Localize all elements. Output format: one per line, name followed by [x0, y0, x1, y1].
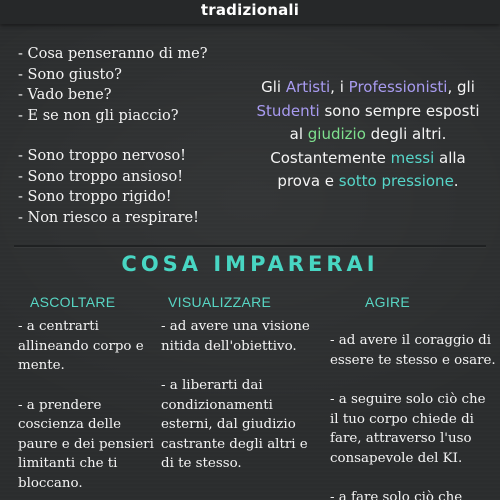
highlight-studenti: Studenti — [256, 101, 320, 120]
doubt-item: - Sono giusto? — [18, 66, 122, 83]
intro-line — [236, 147, 500, 171]
intro-line — [236, 123, 500, 147]
column-line: paure e dei pensieri — [18, 436, 154, 452]
section-title: COSA IMPARERAI — [121, 252, 379, 276]
intro-paragraph — [236, 76, 500, 194]
column-line: - a liberarti dai — [161, 378, 263, 393]
anxiety-item: - Sono troppo rigido! — [18, 189, 172, 205]
intro-text: al — [289, 125, 308, 143]
doubt-item: - E se non gli piaccio? — [18, 107, 179, 124]
column-line: di te stesso. — [161, 456, 242, 471]
column-line: essere te stesso e osare. — [330, 352, 496, 368]
column-line: allineando corpo e — [18, 338, 144, 354]
intro-line — [236, 76, 500, 100]
column-visualizzare — [161, 317, 326, 474]
column-line: nitida dell'obiettivo. — [161, 338, 297, 354]
anxiety-item: - Sono troppo nervoso! — [18, 148, 187, 164]
intro-line — [236, 170, 500, 194]
column-line: castrante degli altri e — [161, 436, 308, 452]
column-line: fare, attraverso l'uso — [330, 431, 472, 446]
highlight-artisti: Artisti — [285, 78, 331, 96]
column-spacer — [330, 370, 498, 390]
intro-text: sono sempre esposti — [319, 101, 480, 120]
highlight-giudizio: giudizio — [307, 125, 366, 143]
banner-title: tradizionali — [200, 1, 300, 19]
column-heading-ascoltare: ASCOLTARE — [30, 294, 116, 310]
column-line: - ad avere una visione — [161, 319, 310, 334]
intro-text: prova e — [277, 172, 339, 190]
column-line: bloccano. — [18, 475, 83, 491]
column-line: mente. — [18, 358, 65, 373]
intro-text: , gli — [447, 78, 475, 96]
column-line: limitanti che ti — [18, 456, 118, 471]
intro-line — [236, 100, 500, 124]
doubt-item: - Cosa penseranno di me? — [18, 46, 208, 62]
column-spacer — [161, 356, 326, 376]
anxiety-item: - Non riesco a respirare! — [18, 209, 199, 226]
anxiety-item: - Sono troppo ansioso! — [18, 168, 184, 185]
column-line: consapevole del KI. — [330, 450, 463, 466]
column-agire — [330, 331, 498, 500]
intro-text: alla — [434, 148, 466, 167]
doubts-list — [18, 44, 228, 228]
column-spacer — [330, 468, 498, 488]
intro-text: Costantemente — [270, 148, 391, 167]
column-line: coscienza delle — [18, 417, 122, 432]
intro-text: , i — [330, 78, 349, 96]
list-spacer — [18, 126, 228, 146]
column-heading-agire: AGIRE — [365, 294, 411, 310]
highlight-messi: messi — [390, 148, 435, 167]
highlight-sotto-pressione: sotto pressione — [338, 172, 454, 190]
column-line: esterni, dal giudizio — [161, 417, 296, 432]
top-banner — [0, 0, 500, 24]
highlight-professionisti: Professionisti — [348, 78, 448, 96]
intro-text: Gli — [261, 78, 286, 96]
intro-text: . — [453, 172, 459, 190]
column-line: - ad avere il coraggio di — [330, 333, 492, 348]
column-heading-visualizzare: VISUALIZZARE — [168, 294, 272, 310]
column-line: - a prendere — [18, 397, 102, 413]
intro-text: degli altri. — [365, 125, 447, 143]
column-line: - a seguire solo ciò che — [330, 392, 486, 407]
column-line: - a centrarti — [18, 319, 99, 334]
column-line: - a fare solo ciò che — [330, 490, 463, 500]
column-spacer — [18, 376, 168, 396]
column-line: il tuo corpo chiede di — [330, 411, 474, 427]
column-line: condizionamenti — [161, 397, 273, 413]
column-ascoltare — [18, 317, 168, 493]
doubt-item: - Vado bene? — [18, 87, 112, 103]
section-divider — [14, 245, 486, 247]
